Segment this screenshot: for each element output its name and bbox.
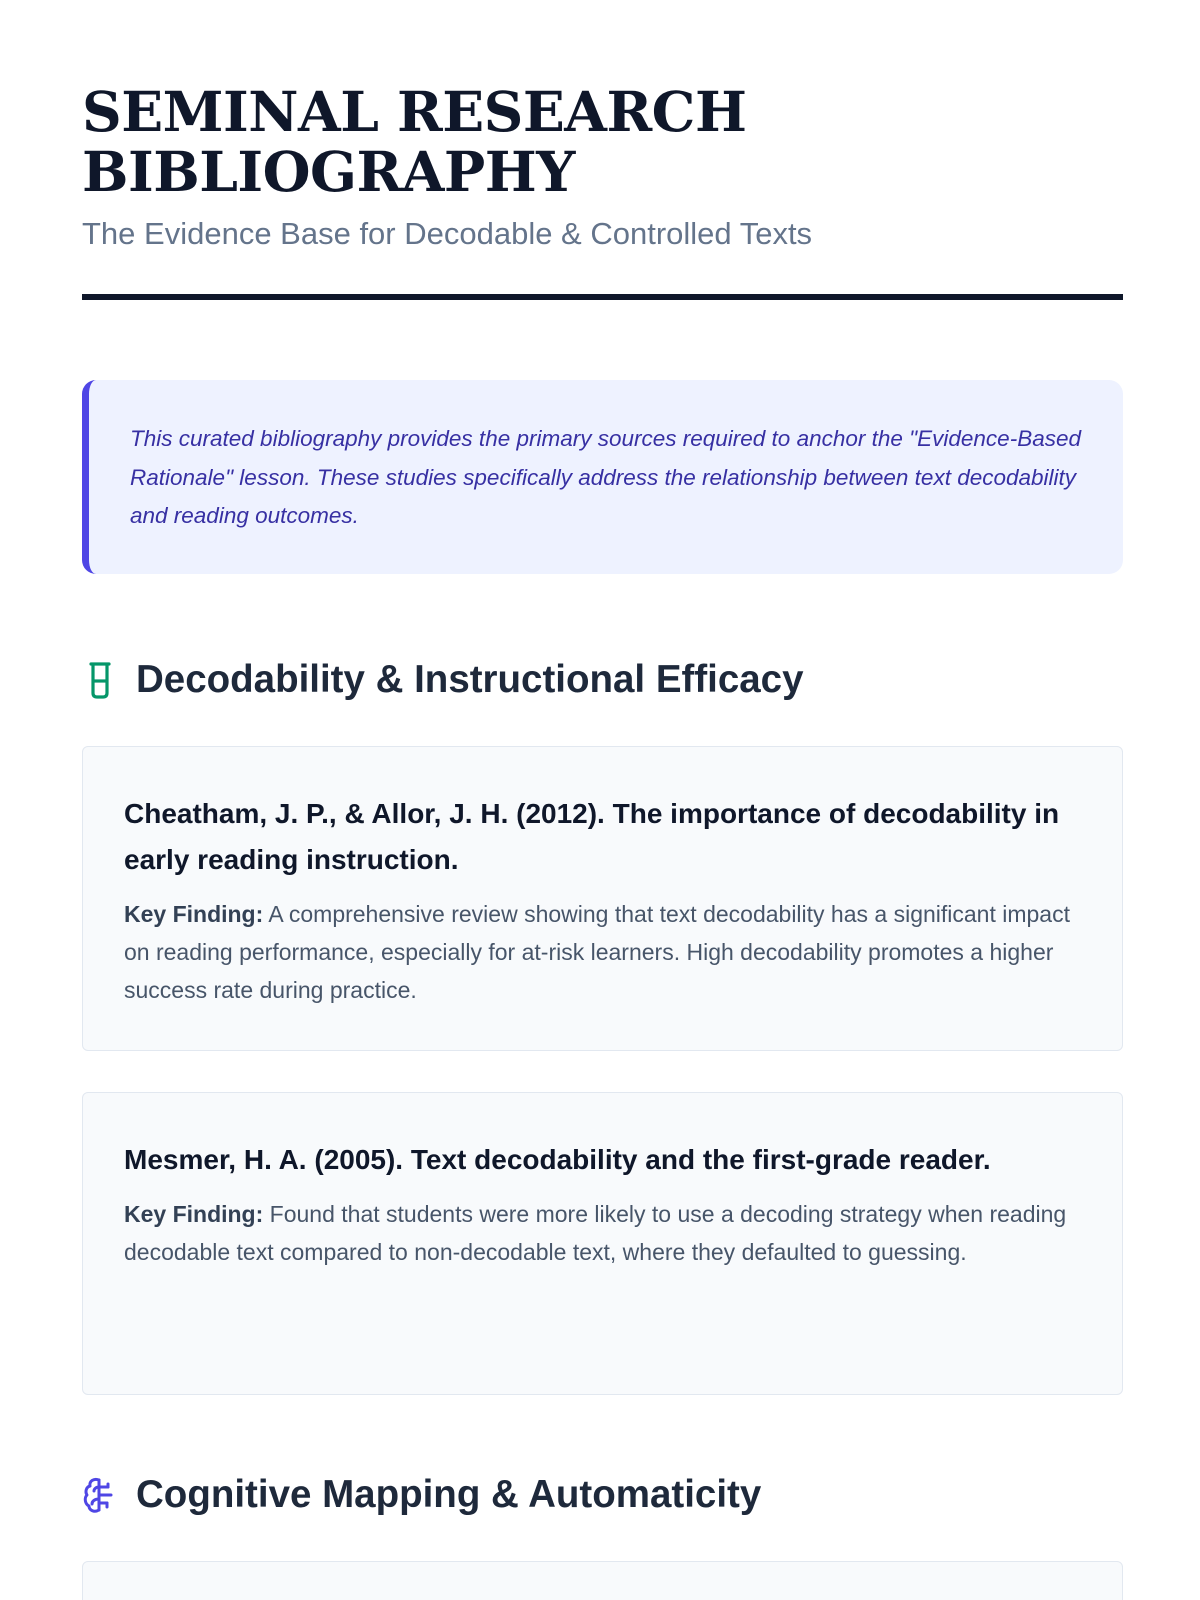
entry-finding: [124, 895, 1081, 1009]
section-heading: [82, 1473, 1123, 1517]
finding-text: A comprehensive review showing that text decodability has a significant impact on reading performance, especially for at-risk learners. High decodability promotes a higher success rate during practice.: [124, 901, 1070, 1003]
page-title: SEMINAL RESEARCH BIBLIOGRAPHY: [82, 79, 747, 204]
intro-callout: [82, 380, 1123, 574]
section-title: Cognitive Mapping & Automaticity: [136, 1473, 762, 1516]
finding-text: Found that students were more likely to use a decoding strategy when reading decodable text compared to non-decodable text, where they defaulted to guessing.: [124, 1201, 1067, 1265]
bibliography-entry: [82, 1561, 1123, 1600]
beaker-icon: [82, 660, 118, 700]
bibliography-entry: [82, 746, 1123, 1051]
section-decodability: [82, 658, 1098, 1395]
page-subtitle: The Evidence Base for Decodable & Controlled Texts: [82, 216, 813, 251]
section-title: Decodability & Instructional Efficacy: [136, 658, 804, 701]
entry-citation: Mesmer, H. A. (2005). Text decodability and the first-grade reader.: [124, 1144, 991, 1175]
finding-label: Key Finding:: [124, 1201, 264, 1227]
page-header: [82, 0, 1098, 300]
header-divider: [82, 294, 1123, 300]
entry-citation: Cheatham, J. P., & Allor, J. H. (2012). The importance of decodability in early reading instruction.: [124, 798, 1060, 875]
section-heading: [82, 658, 1123, 702]
section-cognitive-mapping: [82, 1473, 1098, 1600]
intro-text: This curated bibliography provides the primary sources required to anchor the "Evidence-Based Rationale" lesson. These studies specifically address the relationship between text decodability and reading outcomes.: [130, 426, 1081, 528]
bibliography-entry: [82, 1092, 1123, 1395]
brain-icon: [82, 1475, 118, 1515]
entry-finding: [124, 1195, 1081, 1271]
finding-label: Key Finding:: [124, 901, 264, 927]
